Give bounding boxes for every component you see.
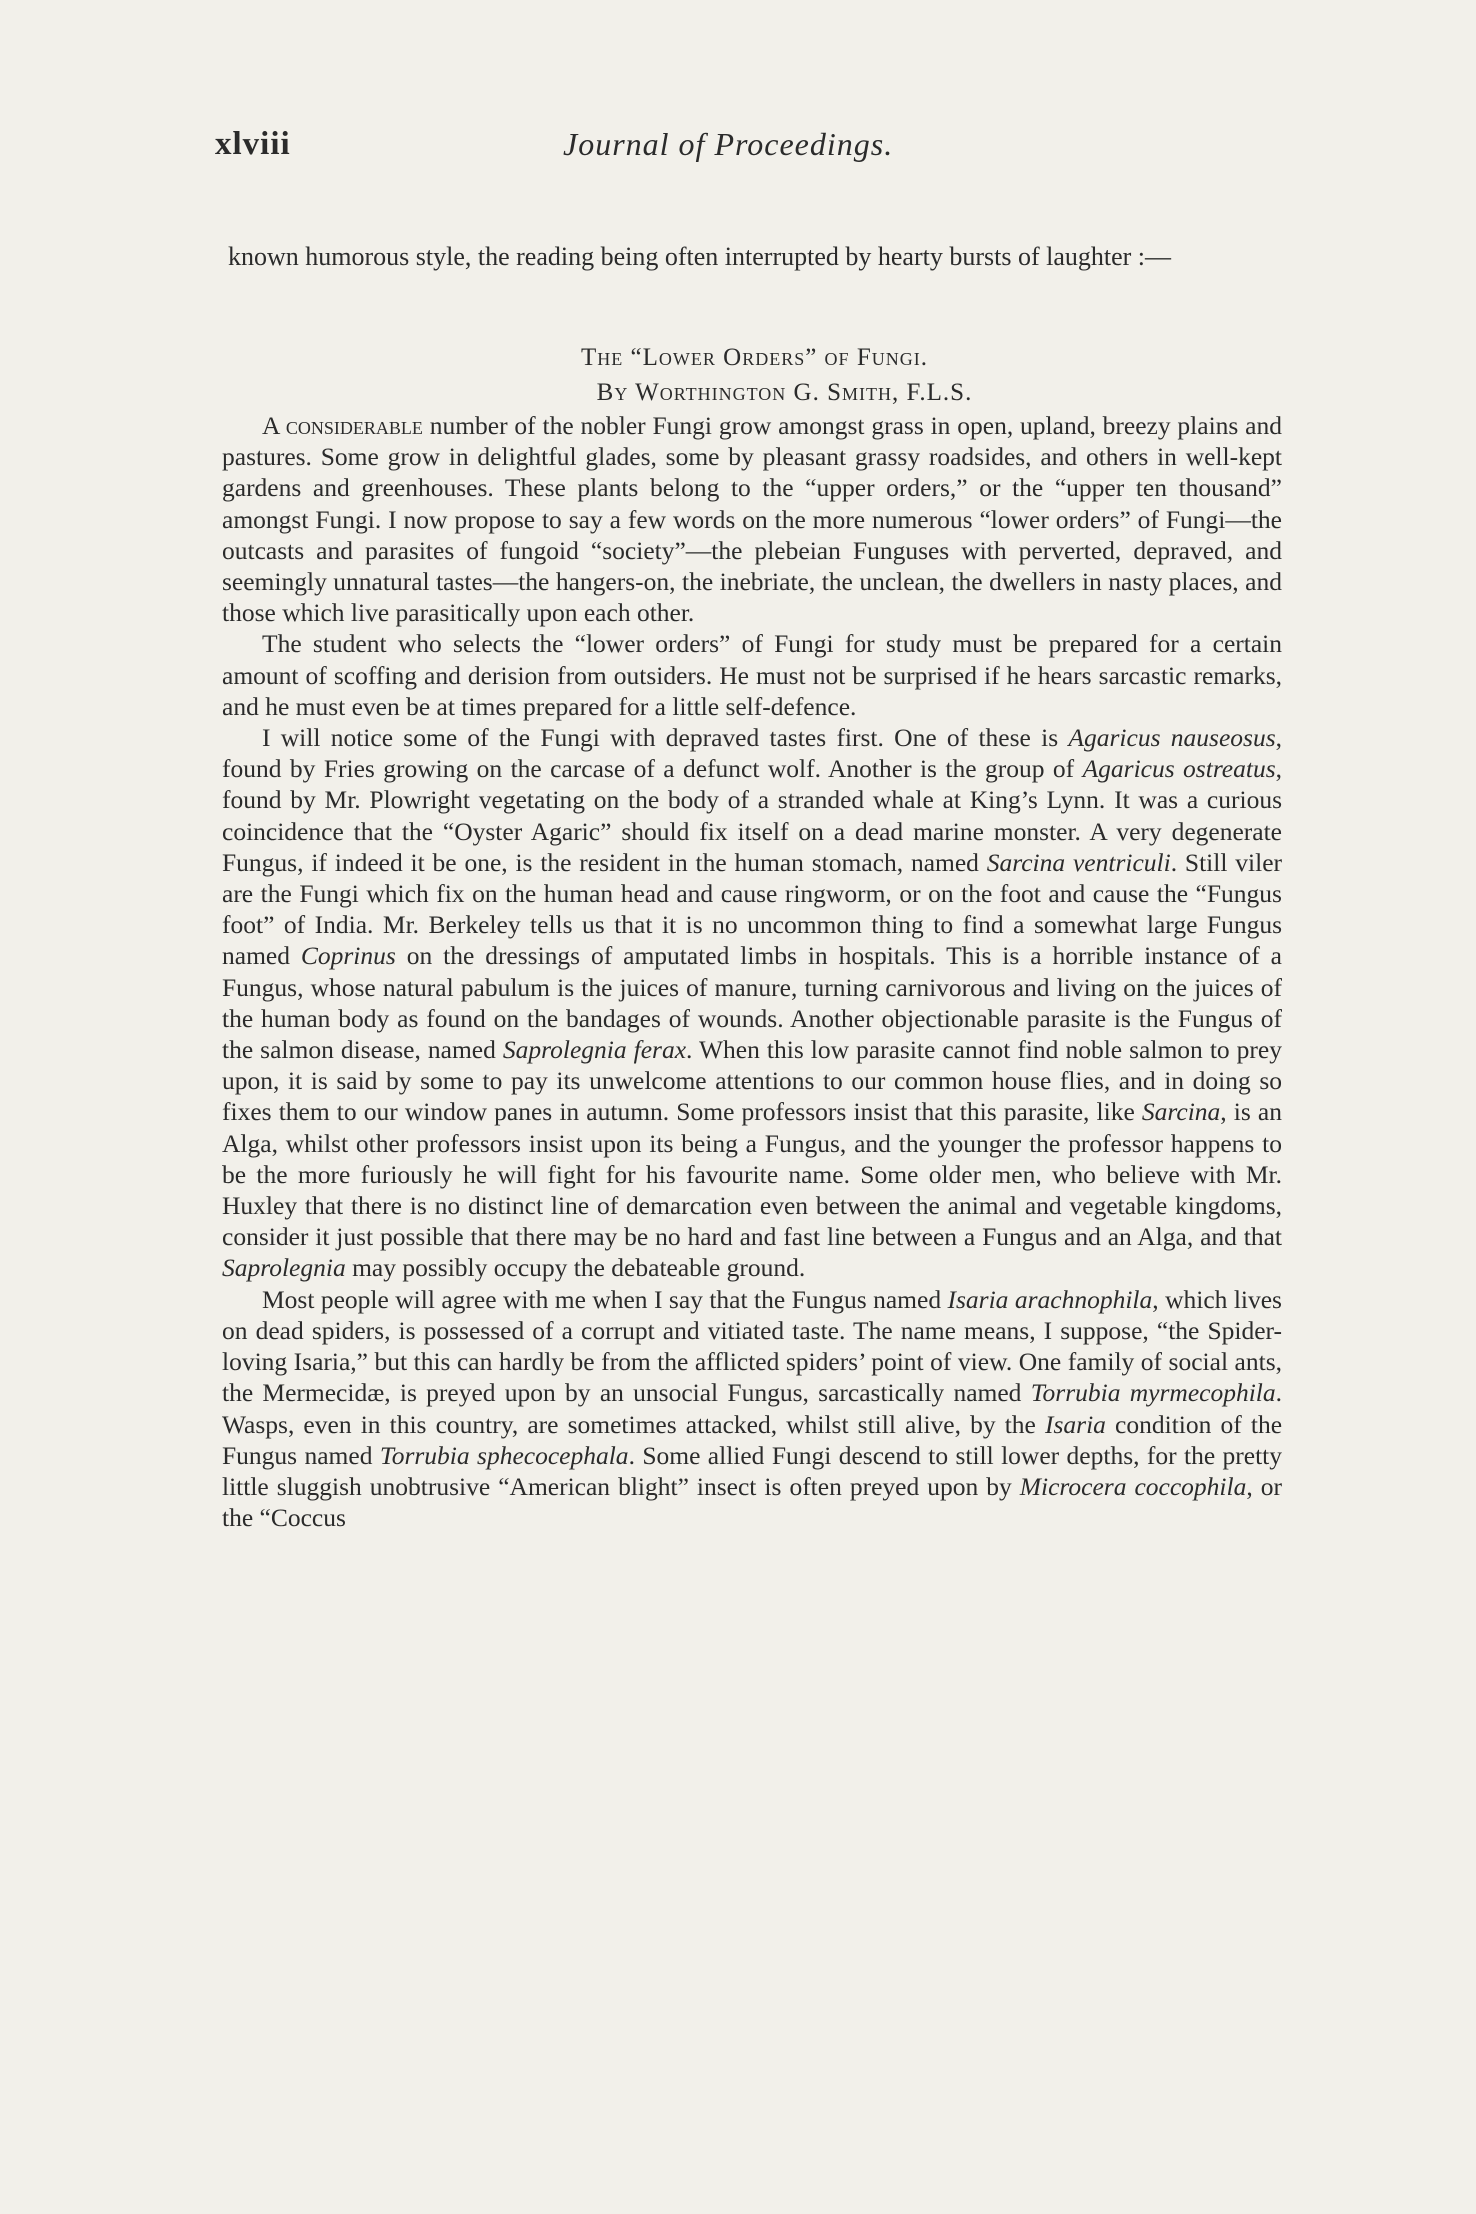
species-name: Torrubia sphecocephala: [379, 1440, 629, 1470]
paragraph-text: . Wasps, even in this country, are sometimes attacked, whilst still alive, by the: [222, 1378, 1282, 1439]
page-number: xlviii: [215, 126, 291, 162]
paragraph-text: , or the “Coccus: [222, 1471, 1282, 1533]
species-name: Sarcina ventriculi: [986, 847, 1171, 877]
article-title-block: [228, 340, 1281, 410]
paragraph-text: , found by Mr. Plowright vegetating on the body of a stranded whale at King’s Lynn. It was a curious coincidence that the “Oyster Agaric” should fix itself on a dead marine monster. A very degenerate Fungus, if indeed it be one, is the resident in the human stomach, named: [222, 754, 1282, 877]
paragraph-text: number of the nobler Fungi grow amongst grass in open, upland, breezy plains and pastures. Some grow in delightful glades, some by pleasant grassy roadsides, and others in well-kept gardens and greenhouses. These plants belong to the “upper orders,” or the “upper ten thousand” amongst Fungi. I now propose to say a few words on the more numerous “lower orders” of Fungi—the outcasts and parasites of fungoid “society”—the plebeian Funguses with perverted, depraved, and seemingly unnatural tastes—the hangers-on, the inebriate, the unclean, the dwellers in nasty places, and those which live parasitically upon each other.: [222, 411, 1283, 628]
species-name: Torrubia myrmecophila: [1030, 1378, 1276, 1408]
paragraph-text: Most people will agree with me when I say that the Fungus named: [262, 1284, 948, 1314]
paragraph-3: [222, 722, 1282, 1284]
paragraph-text: may possibly occupy the debateable ground.: [345, 1253, 806, 1283]
paragraph-1: [222, 410, 1282, 628]
paragraph-text: I will notice some of the Fungi with depraved tastes first. One of these is: [262, 723, 1069, 753]
intro-text: known humorous style, the reading being often interrupted by hearty bursts of laughter :—: [228, 242, 1172, 271]
article-byline: By Worthington G. Smith, F.L.S.: [596, 379, 973, 406]
paragraph-text: condition of the Fungus named: [222, 1409, 1283, 1470]
species-name: Sarcina: [1141, 1097, 1221, 1127]
running-head: Journal of Proceedings.: [563, 126, 894, 162]
species-name: Coprinus: [300, 941, 396, 971]
page-header: [215, 126, 1216, 170]
species-name: Saprolegnia ferax: [502, 1035, 687, 1065]
species-name: Isaria: [1045, 1409, 1106, 1439]
paragraph-text: . When this low parasite cannot find noble salmon to prey upon, it is said by some to pay its unwelcome attentions to our common house flies, and in doing so fixes them to our window panes in autumn. Some professors insist that this parasite, like: [222, 1035, 1282, 1127]
paragraph-text: , which lives on dead spiders, is possessed of a corrupt and vitiated taste. The name means, I suppose, “the Spider-loving Isaria,” but this can hardly be from the afflicted spiders’ point of view. One family of social ants, the Mermecidæ, is preyed upon by an unsocial Fungus, sarcastically named: [222, 1284, 1282, 1408]
paragraph-text: . Still viler are the Fungi which fix on the human head and cause ringworm, or on the foot and cause the “Fungus foot” of India. Mr. Berkeley tells us that it is no uncommon thing to find a somewhat large Fungus named: [222, 847, 1282, 971]
paragraph-4: [222, 1284, 1282, 1534]
species-name: Microcera coccophila: [1019, 1471, 1247, 1501]
paragraph-text: . Some allied Fungi descend to still lower depths, for the pretty little sluggish unobtrusive “American blight” insect is often preyed upon by: [222, 1440, 1283, 1501]
species-name: Isaria arachnophila: [947, 1284, 1153, 1314]
article-body: [222, 410, 1282, 1533]
species-name: Agaricus ostreatus: [1082, 754, 1276, 784]
paragraph-lead: A considerable: [262, 411, 423, 440]
article-title: The “Lower Orders” of Fungi.: [581, 344, 928, 371]
paragraph-2: The student who selects the “lower orders” of Fungi for study must be prepared for a certain amount of scoffing and derision from outsiders. He must not be surprised if he hears sarcastic remarks, and he must even be at times prepared for a little self-defence.: [222, 629, 1282, 721]
species-name: Saprolegnia: [222, 1253, 346, 1283]
paragraph-text: , found by Fries growing on the carcase of a defunct wolf. Another is the group of: [222, 723, 1282, 784]
species-name: Agaricus nauseosus: [1068, 723, 1276, 753]
paragraph-text: on the dressings of amputated limbs in hospitals. This is a horrible instance of a Fungus, whose natural pabulum is the juices of manure, turning carnivorous and living on the juices of the human body as found on the bandages of wounds. Another objectionable parasite is the Fungus of the salmon disease, named: [222, 941, 1282, 1065]
paragraph-text: , is an Alga, whilst other professors insist upon its being a Fungus, and the younger the professor happens to be the more furiously he will fight for his favourite name. Some older men, who believe with Mr. Huxley that there is no distinct line of demarcation even between the animal and vegetable kingdoms, consider it just possible that there may be no hard and fast line between a Fungus and an Alga, and that: [222, 1097, 1282, 1252]
